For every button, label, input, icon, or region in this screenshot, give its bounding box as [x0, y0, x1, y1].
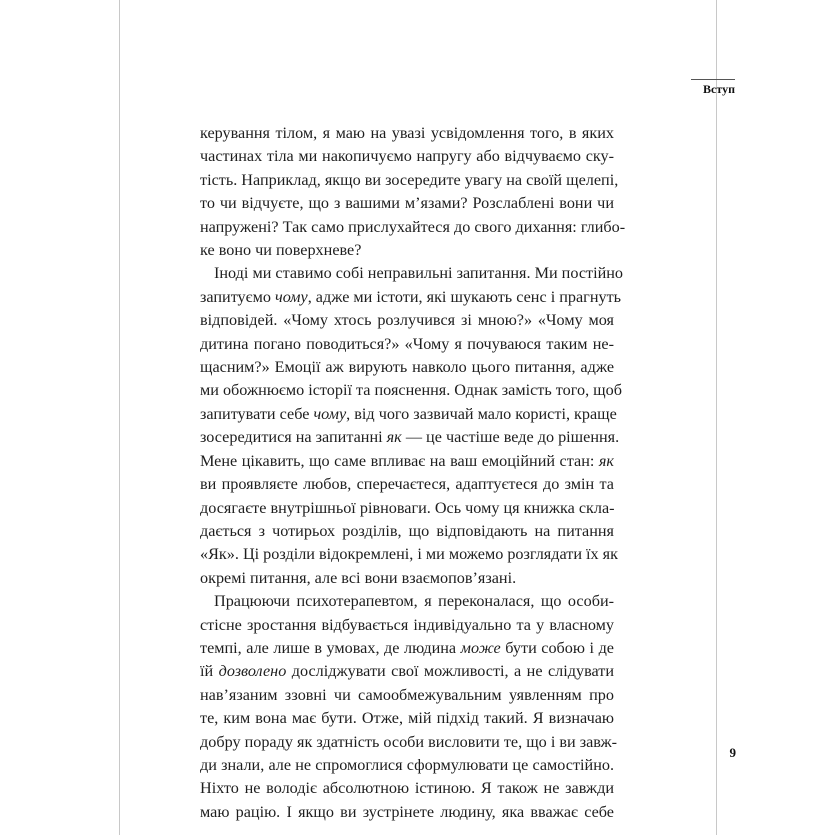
text-line: «Як». Ці розділи відокремлені, і ми можемо розглядати їх як: [200, 545, 618, 564]
text-line: добру пораду як здатність особи висловити те, що і ви завж-: [200, 732, 618, 751]
text-line: стісне зростання відбувається індивідуально та у власному: [200, 615, 614, 634]
text-line: досягаєте внутрішньої рівноваги. Ось чому ця книжка скла-: [200, 498, 615, 517]
text-line: ке воно чи поверхневе?: [200, 241, 362, 260]
paragraph: [200, 122, 626, 262]
text-line: тість. Наприклад, якщо ви зосередите увагу на своїй щелепі,: [200, 170, 619, 189]
text-line: Ніхто не володіє абсолютною істиною. Я також не завжди: [200, 779, 614, 798]
text-line: ди знали, але не спромоглися сформулювати це самостійно.: [200, 755, 614, 774]
text-line: окремі питання, але всі вони взаємопов’язані.: [200, 568, 517, 587]
text-line: керування тілом, я маю на увазі усвідомлення того, в яких: [200, 124, 614, 142]
text-line: нав’язаним ззовні чи самообмежувальним уявленням про: [200, 685, 614, 704]
text-line: те, ким вона має бути. Отже, мій підхід такий. Я визначаю: [200, 709, 614, 728]
text-line: зосередитися на запитанні як — це частіше веде до рішення.: [200, 428, 620, 447]
text-line: дитина погано поводиться?» «Чому я почуваюся таким не-: [200, 334, 614, 353]
text-line: то чи відчуєте, що з вашими м’язами? Розслаблені вони чи: [200, 194, 614, 213]
paragraph: [200, 590, 618, 824]
text-line: ми обожнюємо історії та пояснення. Однак замість того, щоб: [200, 381, 622, 400]
text-line: частинах тіла ми накопичуємо напругу або відчуваємо ску-: [200, 147, 614, 166]
text-line: Працюючи психотерапевтом, я переконалася, що особи-: [214, 592, 614, 611]
paragraph: [200, 262, 624, 590]
text-line: маю рацію. І якщо ви зустрінете людину, яка вважає себе: [200, 802, 614, 821]
text-line: відповідей. «Чому хтось розлучився зі мною?» «Чому моя: [200, 311, 614, 330]
text-line: Іноді ми ставимо собі неправильні запитання. Ми постійно: [214, 264, 624, 283]
text-line: Мене цікавить, що саме впливає на ваш емоційний стан: як: [200, 451, 614, 470]
page-number: 9: [729, 745, 736, 760]
text-line: темпі, але лише в умовах, де людина може бути собою і де: [200, 638, 614, 657]
text-line: запитуємо чому, адже ми істоти, які шукають сенс і прагнуть: [200, 287, 622, 306]
text-line: щасним?» Емоції аж вирують навколо цього питання, адже: [200, 358, 614, 377]
text-line: запитувати себе чому, від чого зазвичай мало користі, краще: [200, 404, 617, 423]
text-line: ви проявляєте любов, сперечаєтеся, адаптуєтеся до змін та: [200, 475, 614, 494]
text-line: напружені? Так само прислухайтеся до свого дихання: глибо-: [200, 217, 626, 236]
running-head-title: Вступ: [691, 79, 735, 97]
text-line: дається з чотирьох розділів, що відповідають на питання: [200, 521, 614, 540]
text-line: їй дозволено досліджувати свої можливості, а не слідувати: [200, 662, 614, 681]
body-text: [200, 122, 626, 824]
